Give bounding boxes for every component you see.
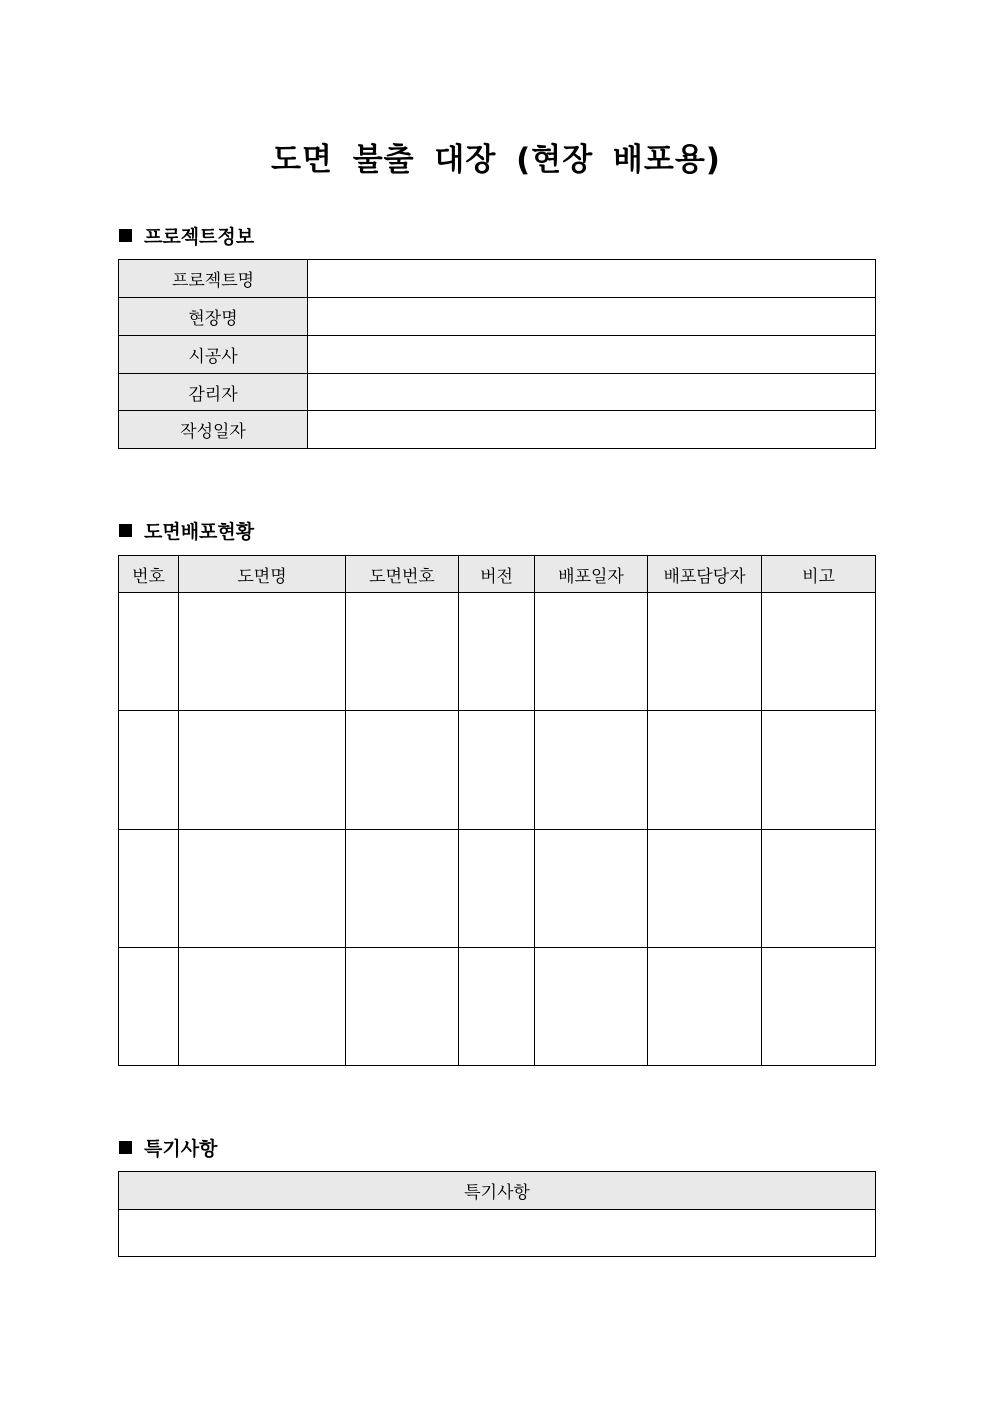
- project-info-label: 현장명: [119, 298, 308, 336]
- table-cell[interactable]: [459, 830, 535, 948]
- table-cell[interactable]: [459, 593, 535, 711]
- site-name-field[interactable]: [308, 298, 876, 336]
- column-header-drawing-name: 도면명: [179, 556, 346, 593]
- project-info-row: [119, 374, 876, 411]
- project-info-label: 감리자: [119, 374, 308, 411]
- project-info-label: 프로젝트명: [119, 260, 308, 298]
- table-cell[interactable]: [346, 948, 459, 1066]
- table-cell[interactable]: [648, 593, 762, 711]
- section-heading-label: 특기사항: [144, 1138, 218, 1160]
- table-cell[interactable]: [179, 830, 346, 948]
- black-square-icon: [119, 1141, 132, 1154]
- table-cell[interactable]: [535, 948, 648, 1066]
- notes-table: [118, 1171, 876, 1257]
- table-cell[interactable]: [535, 711, 648, 830]
- project-info-row: [119, 336, 876, 374]
- project-info-table: [118, 259, 876, 449]
- table-cell[interactable]: [648, 711, 762, 830]
- table-row: [119, 830, 876, 948]
- table-cell[interactable]: [459, 711, 535, 830]
- project-info-label: 작성일자: [119, 411, 308, 449]
- column-header-version: 버전: [459, 556, 535, 593]
- notes-header: 특기사항: [119, 1172, 876, 1210]
- section-heading-notes: [119, 1134, 217, 1161]
- table-cell[interactable]: [648, 948, 762, 1066]
- notes-content-row: [119, 1210, 876, 1257]
- table-cell[interactable]: [535, 593, 648, 711]
- table-cell[interactable]: [346, 711, 459, 830]
- column-header-drawing-number: 도면번호: [346, 556, 459, 593]
- table-cell[interactable]: [459, 948, 535, 1066]
- table-cell[interactable]: [119, 593, 179, 711]
- column-header-number: 번호: [119, 556, 179, 593]
- table-cell[interactable]: [762, 711, 876, 830]
- project-name-field[interactable]: [308, 260, 876, 298]
- table-cell[interactable]: [179, 593, 346, 711]
- notes-content-field[interactable]: [119, 1210, 876, 1257]
- section-heading-distribution: [119, 517, 254, 544]
- table-cell[interactable]: [346, 593, 459, 711]
- notes-header-row: [119, 1172, 876, 1210]
- column-header-distribution-date: 배포일자: [535, 556, 648, 593]
- page-title: 도면 불출 대장 (현장 배포용): [271, 142, 721, 178]
- table-row: [119, 711, 876, 830]
- project-info-label: 시공사: [119, 336, 308, 374]
- section-heading-label: 프로젝트정보: [144, 226, 255, 248]
- project-info-row: [119, 260, 876, 298]
- table-cell[interactable]: [179, 711, 346, 830]
- table-cell[interactable]: [179, 948, 346, 1066]
- table-cell[interactable]: [119, 948, 179, 1066]
- table-cell[interactable]: [762, 830, 876, 948]
- distribution-table: [118, 555, 876, 1066]
- project-info-row: [119, 411, 876, 449]
- table-cell[interactable]: [535, 830, 648, 948]
- distribution-header-row: [119, 556, 876, 593]
- project-info-row: [119, 298, 876, 336]
- contractor-field[interactable]: [308, 336, 876, 374]
- date-written-field[interactable]: [308, 411, 876, 449]
- table-cell[interactable]: [648, 830, 762, 948]
- column-header-distributor: 배포담당자: [648, 556, 762, 593]
- table-cell[interactable]: [346, 830, 459, 948]
- section-heading-label: 도면배포현황: [144, 521, 255, 543]
- black-square-icon: [119, 229, 132, 242]
- table-cell[interactable]: [762, 948, 876, 1066]
- table-cell[interactable]: [119, 830, 179, 948]
- section-heading-project-info: [119, 222, 254, 249]
- table-row: [119, 593, 876, 711]
- table-row: [119, 948, 876, 1066]
- table-cell[interactable]: [119, 711, 179, 830]
- column-header-remarks: 비고: [762, 556, 876, 593]
- table-cell[interactable]: [762, 593, 876, 711]
- black-square-icon: [119, 524, 132, 537]
- supervisor-field[interactable]: [308, 374, 876, 411]
